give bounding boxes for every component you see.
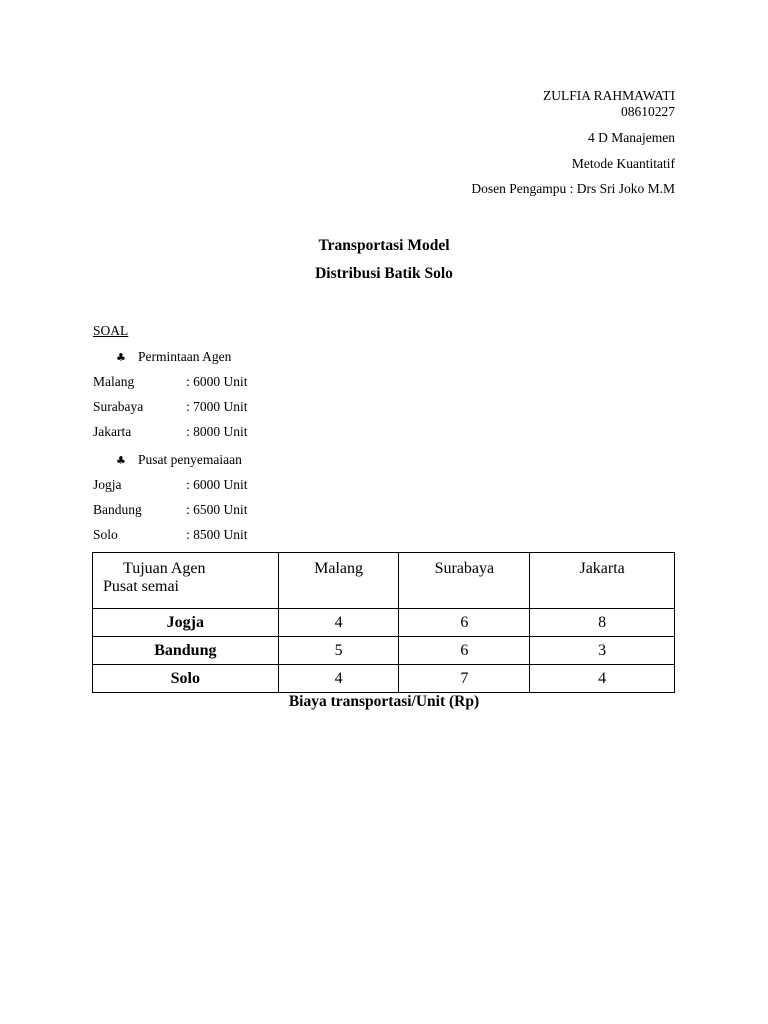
cost-cell: 4 bbox=[530, 665, 675, 693]
supply-item-value: : 8500 Unit bbox=[186, 527, 248, 542]
soal-heading: SOAL bbox=[93, 323, 129, 338]
row-label: Jogja bbox=[93, 609, 279, 637]
column-header: Surabaya bbox=[399, 553, 530, 609]
supply-item bbox=[93, 502, 248, 518]
cost-cell: 4 bbox=[278, 609, 399, 637]
supply-heading bbox=[116, 452, 242, 469]
demand-item-value: : 8000 Unit bbox=[186, 424, 248, 439]
lecturer: Dosen Pengampu : Drs Sri Joko M.M bbox=[471, 181, 675, 196]
student-class: 4 D Manajemen bbox=[588, 130, 675, 145]
supply-heading-label: Pusat penyemaiaan bbox=[138, 452, 242, 467]
course-name: Metode Kuantitatif bbox=[571, 156, 675, 171]
supply-item-value: : 6000 Unit bbox=[186, 477, 248, 492]
corner-destination-label: Tujuan Agen bbox=[123, 560, 206, 577]
column-header: Malang bbox=[278, 553, 399, 609]
transport-cost-table bbox=[92, 552, 675, 693]
demand-item-name: Jakarta bbox=[93, 424, 132, 439]
cost-cell: 6 bbox=[399, 609, 530, 637]
cost-cell: 4 bbox=[278, 665, 399, 693]
supply-item-name: Solo bbox=[93, 527, 118, 542]
club-bullet-icon: ♣ bbox=[116, 454, 126, 467]
cost-cell: 3 bbox=[530, 637, 675, 665]
demand-item bbox=[93, 424, 248, 440]
demand-item bbox=[93, 399, 248, 415]
student-id: 08610227 bbox=[621, 104, 675, 119]
table-row bbox=[93, 637, 675, 665]
row-label: Solo bbox=[93, 665, 279, 693]
demand-heading bbox=[116, 349, 231, 366]
table-row bbox=[93, 609, 675, 637]
corner-source-label: Pusat semai bbox=[103, 578, 179, 595]
demand-item-name: Malang bbox=[93, 374, 135, 389]
club-bullet-icon: ♣ bbox=[116, 351, 126, 364]
table-row bbox=[93, 665, 675, 693]
table-caption: Biaya transportasi/Unit (Rp) bbox=[288, 693, 480, 710]
document-title: Transportasi Model bbox=[318, 237, 450, 254]
student-name: ZULFIA RAHMAWATI bbox=[542, 88, 675, 103]
document-subtitle: Distribusi Batik Solo bbox=[315, 265, 453, 282]
demand-heading-label: Permintaan Agen bbox=[138, 349, 232, 364]
cost-cell: 6 bbox=[399, 637, 530, 665]
supply-item bbox=[93, 477, 248, 493]
cost-cell: 5 bbox=[278, 637, 399, 665]
cost-cell: 8 bbox=[530, 609, 675, 637]
table-header-row bbox=[93, 553, 675, 609]
supply-item-value: : 6500 Unit bbox=[186, 502, 248, 517]
supply-item bbox=[93, 527, 248, 543]
demand-item-value: : 6000 Unit bbox=[186, 374, 248, 389]
cost-cell: 7 bbox=[399, 665, 530, 693]
column-header: Jakarta bbox=[530, 553, 675, 609]
table-corner-cell bbox=[93, 553, 279, 609]
supply-item-name: Bandung bbox=[93, 502, 142, 517]
demand-item-value: : 7000 Unit bbox=[186, 399, 248, 414]
demand-item-name: Surabaya bbox=[93, 399, 144, 414]
supply-item-name: Jogja bbox=[93, 477, 122, 492]
row-label: Bandung bbox=[93, 637, 279, 665]
demand-item bbox=[93, 374, 248, 390]
